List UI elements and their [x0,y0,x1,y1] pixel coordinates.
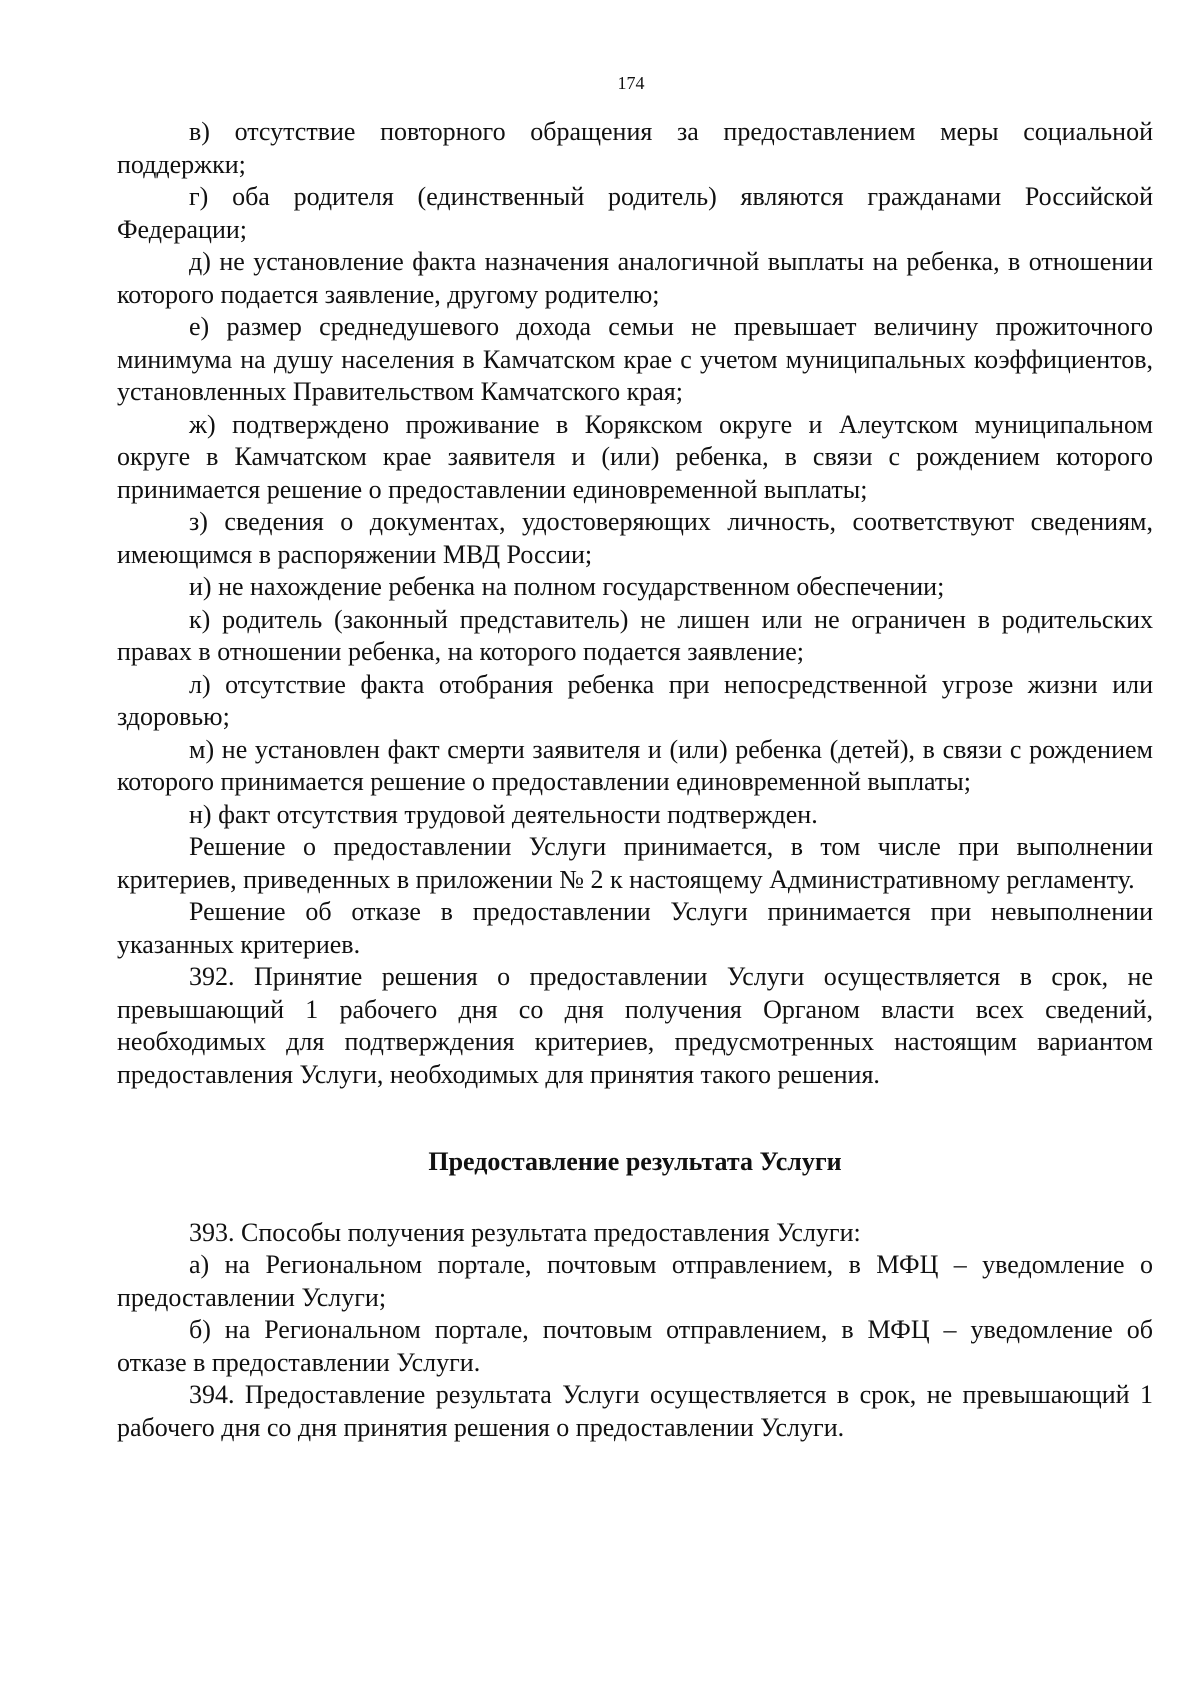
paragraph-item-z: з) сведения о документах, удостоверяющих личность, соответствуют сведениям, имеющимся в распоряжении МВД России; [117,507,1153,569]
paragraph-item-l: л) отсутствие факта отобрания ребенка при непосредственной угрозе жизни или здоровью; [117,669,1153,731]
paragraph-393-b: б) на Региональном портале, почтовым отправлением, в МФЦ – уведомление об отказе в предоставлении Услуги. [117,1315,1153,1377]
paragraph-392: 392. Принятие решения о предоставлении Услуги осуществляется в срок, не превышающий 1 рабочего дня со дня получения Органом власти всех сведений, необходимых для подтверждения критериев, предусмотренных настоящим вариантом предоставления Услуги, необходимых для принятия такого решения. [117,962,1153,1089]
paragraph-item-zh: ж) подтверждено проживание в Корякском округе и Алеутском муниципальном округе в Камчатском крае заявителя и (или) ребенка, в связи с рождением которого принимается решение о предоставлении единовременной выплаты; [117,409,1153,504]
paragraph-decision-grant: Решение о предоставлении Услуги принимается, в том числе при выполнении критериев, приведенных в приложении № 2 к настоящему Административному регламенту. [117,832,1153,894]
paragraph-item-i: и) не нахождение ребенка на полном государственном обеспечении; [189,572,945,601]
section-heading: Предоставление результата Услуги [428,1147,842,1176]
paragraph-item-v: в) отсутствие повторного обращения за предоставлением меры социальной поддержки; [117,117,1153,179]
document-body [117,116,1153,1444]
paragraph-item-g: г) оба родителя (единственный родитель) являются гражданами Российской Федерации; [117,182,1153,244]
paragraph-394: 394. Предоставление результата Услуги осуществляется в срок, не превышающий 1 рабочего дня со дня принятия решения о предоставлении Услуги. [117,1380,1153,1442]
page-number: 174 [617,73,645,93]
paragraph-393-a: а) на Региональном портале, почтовым отправлением, в МФЦ – уведомление о предоставлении Услуги; [117,1250,1153,1312]
paragraph-item-k: к) родитель (законный представитель) не лишен или не ограничен в родительских правах в отношении ребенка, на которого подается заявление; [117,604,1153,666]
paragraph-item-n: н) факт отсутствия трудовой деятельности подтвержден. [189,799,818,829]
paragraph-393: 393. Способы получения результата предоставления Услуги: [189,1217,861,1247]
paragraph-decision-refusal: Решение об отказе в предоставлении Услуги принимается при невыполнении указанных критериев. [117,897,1153,959]
paragraph-item-e: е) размер среднедушевого дохода семьи не превышает величину прожиточного минимума на душу населения в Камчатском крае с учетом муниципальных коэффициентов, установленных Правительством Камчатского края; [117,312,1153,406]
paragraph-item-m: м) не установлен факт смерти заявителя и (или) ребенка (детей), в связи с рождением которого принимается решение о предоставлении единовременной выплаты; [117,734,1153,796]
paragraph-item-d: д) не установление факта назначения аналогичной выплаты на ребенка, в отношении которого подается заявление, другому родителю; [117,247,1153,309]
